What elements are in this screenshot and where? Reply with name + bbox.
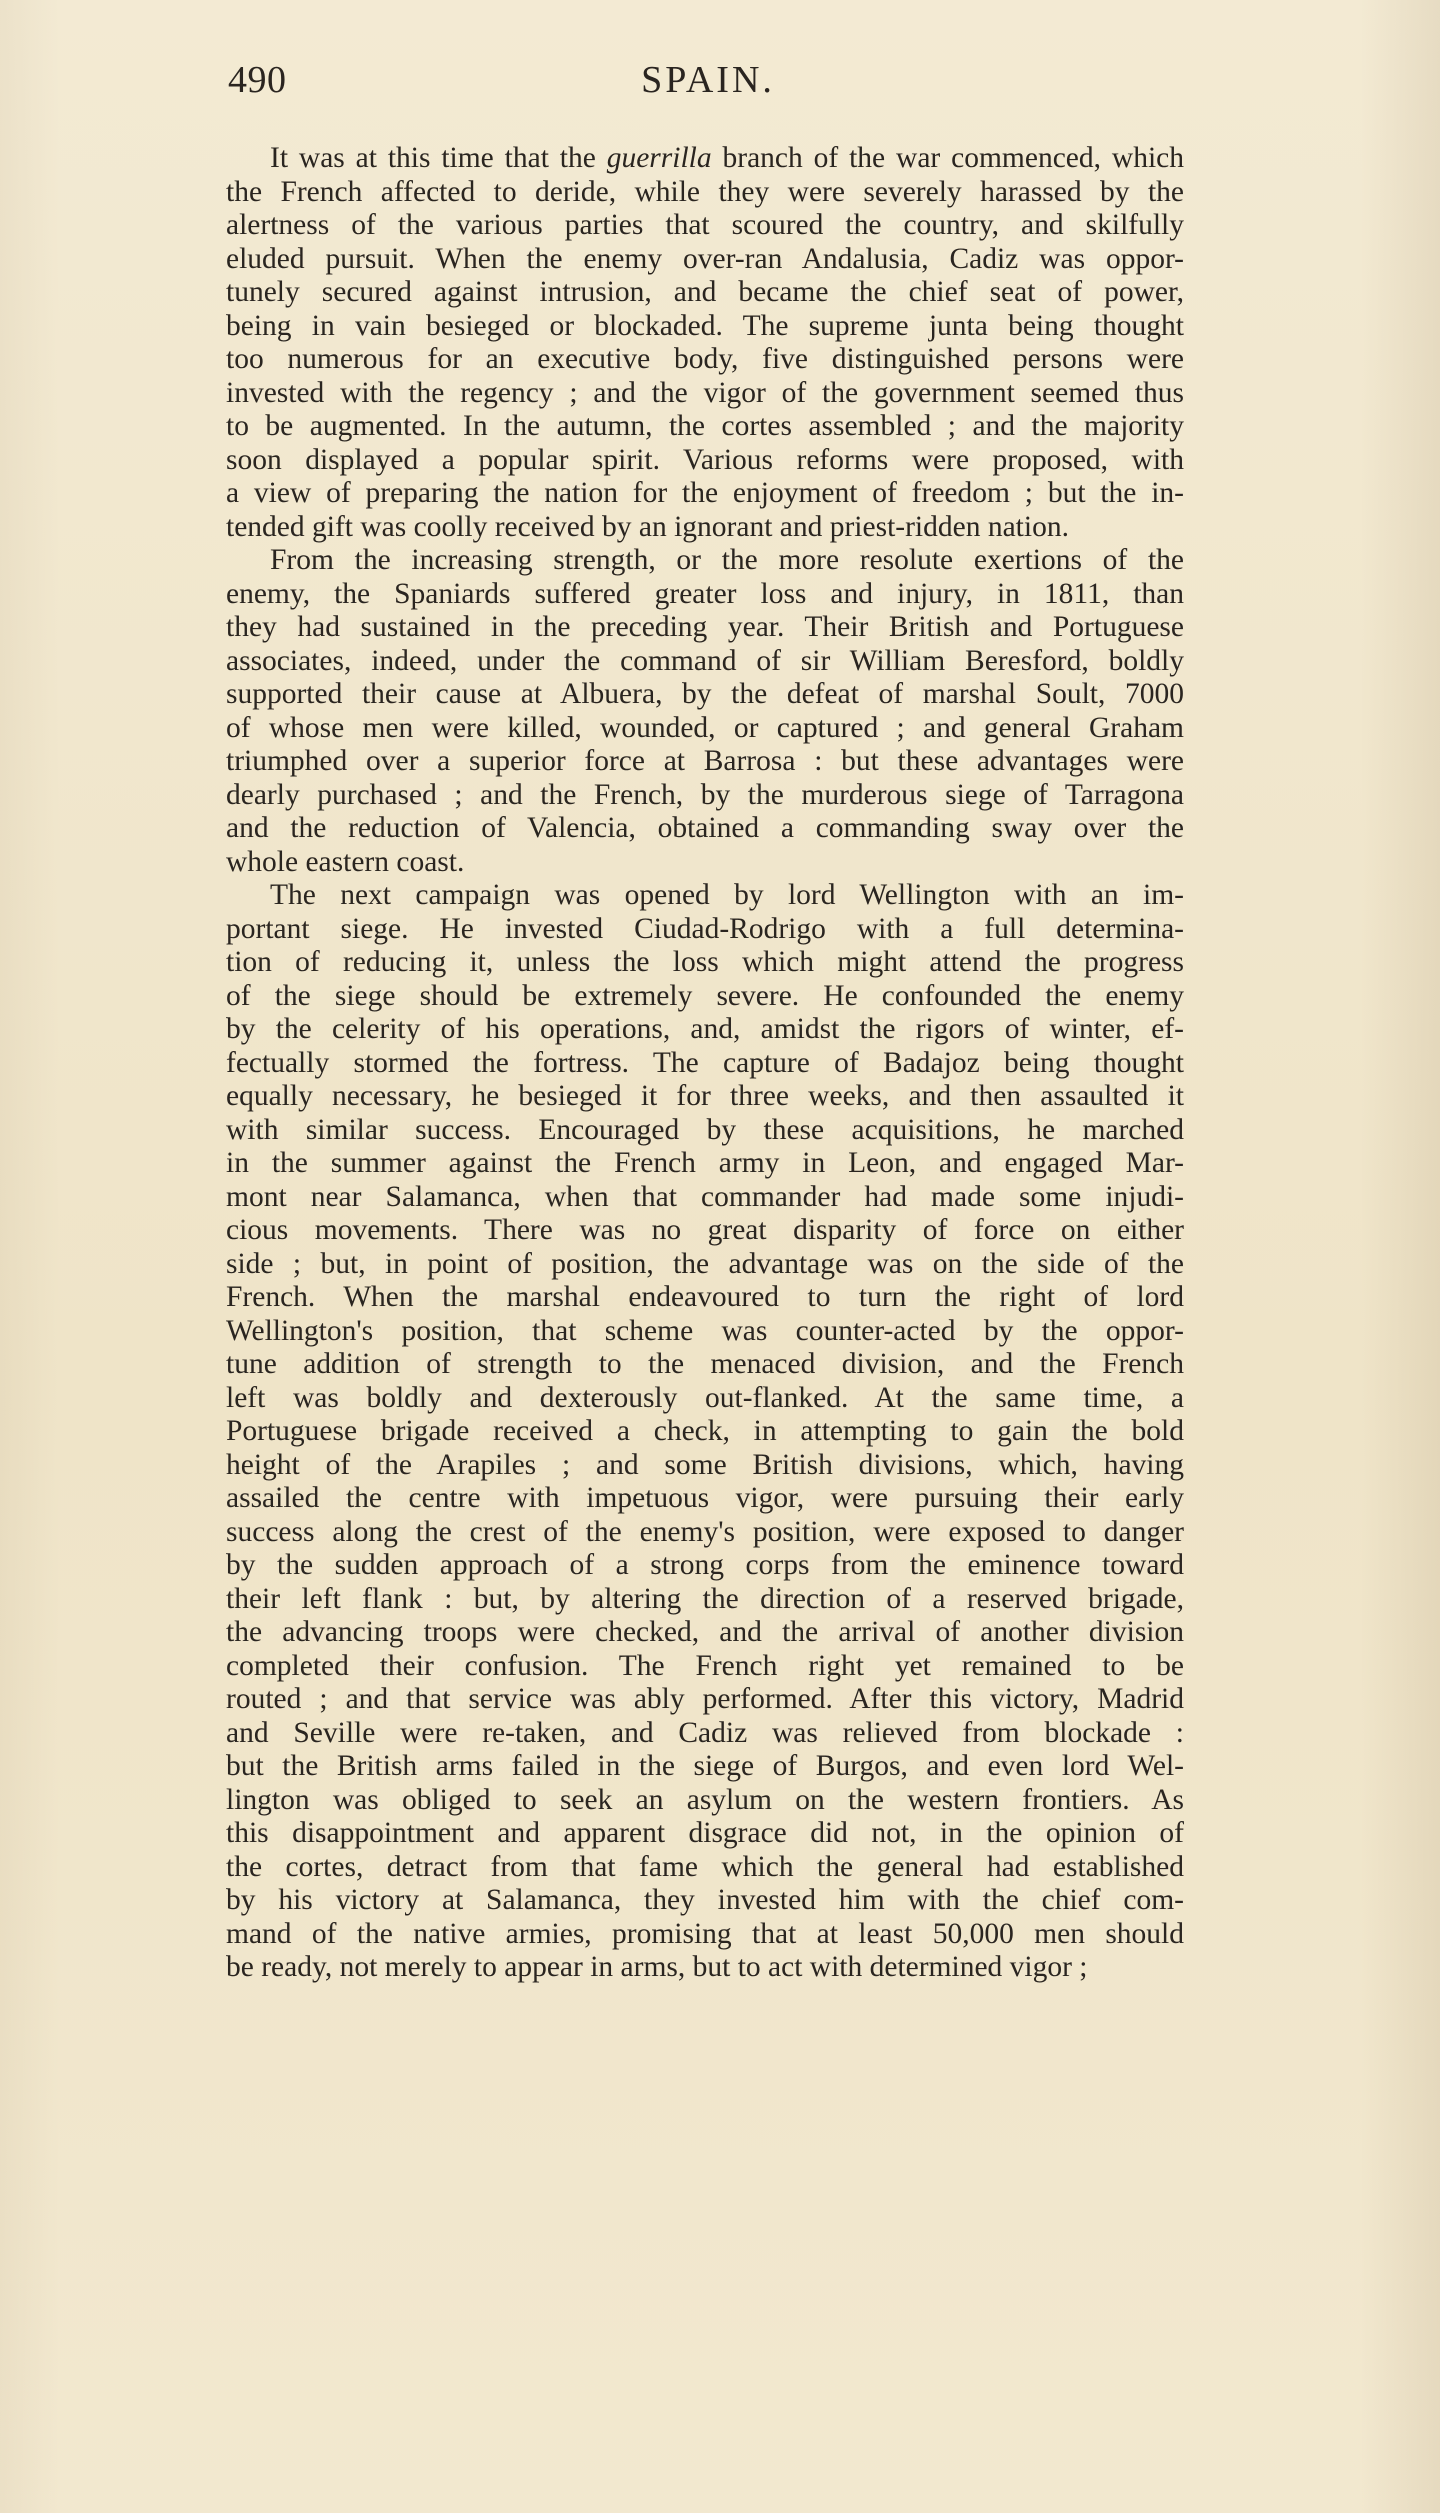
text-segment: tion of reducing it, unless the loss which might attend the progress <box>226 946 1184 978</box>
text-segment: The next campaign was opened by lord Wellington with an im- <box>270 879 1184 911</box>
text-segment: invested with the regency ; and the vigor of the government seemed thus <box>226 376 1184 409</box>
text-segment: Wellington's position, that scheme was counter-acted by the oppor- <box>226 1314 1184 1347</box>
text-segment: left was boldly and dexterously out-flanked. At the same time, a <box>226 1381 1184 1414</box>
text-line <box>226 1951 1184 1985</box>
text-line <box>226 1616 1184 1650</box>
text-line <box>226 1013 1184 1047</box>
text-segment: portant siege. He invested Ciudad-Rodrigo with a full determina- <box>226 912 1184 945</box>
text-segment: assailed the centre with impetuous vigor, were pursuing their early <box>226 1482 1184 1514</box>
text-line <box>226 913 1184 947</box>
text-line <box>226 209 1184 243</box>
text-segment: a view of preparing the nation for the enjoyment of freedom ; but the in- <box>226 477 1184 509</box>
text-line <box>226 1817 1184 1851</box>
text-segment: soon displayed a popular spirit. Various reforms were proposed, with <box>226 443 1184 476</box>
text-segment: tunely secured against intrusion, and became the chief seat of power, <box>226 276 1184 308</box>
text-line <box>226 1382 1184 1416</box>
text-segment: their left flank : but, by altering the direction of a reserved brigade, <box>226 1582 1184 1615</box>
text-line <box>226 1147 1184 1181</box>
text-line <box>226 1750 1184 1784</box>
text-line <box>226 276 1184 310</box>
text-segment: they had sustained in the preceding year. Their British and Portuguese <box>226 611 1184 643</box>
text-line <box>226 1516 1184 1550</box>
text-line <box>226 1449 1184 1483</box>
text-line <box>226 1784 1184 1818</box>
text-segment: whole eastern coast. <box>226 845 465 878</box>
text-segment: Portuguese brigade received a check, in attempting to gain the bold <box>226 1415 1184 1447</box>
text-segment: being in vain besieged or blockaded. The supreme junta being thought <box>226 309 1184 342</box>
text-line <box>226 444 1184 478</box>
text-segment: It was at this time that the <box>270 142 607 174</box>
text-line <box>226 1315 1184 1349</box>
text-segment: eluded pursuit. When the enemy over-ran Andalusia, Cadiz was oppor- <box>226 242 1184 275</box>
text-line <box>226 343 1184 377</box>
text-line <box>226 578 1184 612</box>
text-segment: branch of the war commenced, which <box>711 142 1184 174</box>
text-line <box>226 477 1184 511</box>
text-segment: to be augmented. In the autumn, the cortes assembled ; and the majority <box>226 410 1184 442</box>
page-header <box>228 58 1188 102</box>
text-line <box>226 1851 1184 1885</box>
text-line <box>226 1884 1184 1918</box>
text-line <box>226 1080 1184 1114</box>
text-segment: tended gift was coolly received by an ignorant and priest-ridden nation. <box>226 510 1069 543</box>
running-head: SPAIN. <box>641 59 775 101</box>
text-segment: the French affected to deride, while they were severely harassed by the <box>226 175 1184 208</box>
text-line <box>226 1214 1184 1248</box>
text-segment: but the British arms failed in the siege of Burgos, and even lord Wel- <box>226 1750 1184 1782</box>
text-segment: routed ; and that service was ably performed. After this victory, Madrid <box>226 1683 1184 1715</box>
text-line <box>226 712 1184 746</box>
text-line <box>226 243 1184 277</box>
text-line <box>226 1281 1184 1315</box>
text-line <box>226 1583 1184 1617</box>
text-line <box>226 779 1184 813</box>
text-segment: mand of the native armies, promising that at least 50,000 men should <box>226 1917 1184 1950</box>
italic-term: guerrilla <box>606 142 712 174</box>
text-segment: be ready, not merely to appear in arms, but to act with determined vigor ; <box>226 1951 1088 1983</box>
text-segment: the advancing troops were checked, and the arrival of another division <box>226 1616 1184 1648</box>
text-line <box>226 846 1184 880</box>
text-segment: associates, indeed, under the command of sir William Beresford, boldly <box>226 644 1184 677</box>
text-segment: too numerous for an executive body, five distinguished persons were <box>226 343 1184 375</box>
text-segment: cious movements. There was no great disparity of force on either <box>226 1214 1184 1246</box>
text-line <box>226 1650 1184 1684</box>
text-line <box>226 745 1184 779</box>
text-segment: French. When the marshal endeavoured to turn the right of lord <box>226 1281 1184 1313</box>
text-segment: triumphed over a superior force at Barrosa : but these advantages were <box>226 745 1184 777</box>
text-segment: and the reduction of Valencia, obtained a commanding sway over the <box>226 812 1184 844</box>
text-segment: tune addition of strength to the menaced division, and the French <box>226 1348 1184 1380</box>
text-line <box>226 1717 1184 1751</box>
text-line <box>226 377 1184 411</box>
text-segment: success along the crest of the enemy's position, were exposed to danger <box>226 1515 1184 1548</box>
text-segment: mont near Salamanca, when that commander had made some injudi- <box>226 1180 1184 1213</box>
text-segment: supported their cause at Albuera, by the defeat of marshal Soult, 7000 <box>226 678 1184 710</box>
text-line <box>226 142 1184 176</box>
text-segment: by the celerity of his operations, and, amidst the rigors of winter, ef- <box>226 1013 1184 1045</box>
text-line <box>226 678 1184 712</box>
text-line <box>226 879 1184 913</box>
text-line <box>226 511 1184 545</box>
text-line <box>226 1918 1184 1952</box>
text-line <box>226 1248 1184 1282</box>
text-line <box>226 1181 1184 1215</box>
page-number: 490 <box>228 59 287 101</box>
text-line <box>226 1415 1184 1449</box>
text-line <box>226 1549 1184 1583</box>
text-line <box>226 410 1184 444</box>
text-segment: lington was obliged to seek an asylum on the western frontiers. As <box>226 1783 1184 1816</box>
text-segment: From the increasing strength, or the more resolute exertions of the <box>270 544 1184 576</box>
text-line <box>226 1114 1184 1148</box>
text-line <box>226 310 1184 344</box>
text-segment: by the sudden approach of a strong corps from the eminence toward <box>226 1549 1184 1581</box>
text-segment: and Seville were re-taken, and Cadiz was relieved from blockade : <box>226 1716 1184 1749</box>
text-line <box>226 946 1184 980</box>
text-segment: alertness of the various parties that scoured the country, and skilfully <box>226 209 1184 241</box>
text-segment: enemy, the Spaniards suffered greater loss and injury, in 1811, than <box>226 577 1184 610</box>
text-line <box>226 812 1184 846</box>
text-line <box>226 1683 1184 1717</box>
text-segment: with similar success. Encouraged by these acquisitions, he marched <box>226 1113 1184 1146</box>
text-segment: height of the Arapiles ; and some British divisions, which, having <box>226 1448 1184 1481</box>
text-segment: the cortes, detract from that fame which the general had established <box>226 1850 1184 1883</box>
text-segment: this disappointment and apparent disgrace did not, in the opinion of <box>226 1817 1184 1849</box>
text-line <box>226 544 1184 578</box>
text-segment: dearly purchased ; and the French, by the murderous siege of Tarragona <box>226 778 1184 811</box>
text-segment: side ; but, in point of position, the advantage was on the side of the <box>226 1247 1184 1280</box>
text-segment: equally necessary, he besieged it for three weeks, and then assaulted it <box>226 1080 1184 1112</box>
text-segment: by his victory at Salamanca, they invested him with the chief com- <box>226 1884 1184 1916</box>
text-line <box>226 645 1184 679</box>
text-line <box>226 980 1184 1014</box>
body-text <box>226 142 1184 1985</box>
text-segment: completed their confusion. The French right yet remained to be <box>226 1649 1184 1682</box>
text-segment: of whose men were killed, wounded, or captured ; and general Graham <box>226 711 1184 744</box>
text-segment: of the siege should be extremely severe. He confounded the enemy <box>226 979 1184 1012</box>
text-segment: fectually stormed the fortress. The capture of Badajoz being thought <box>226 1046 1184 1079</box>
text-line <box>226 1348 1184 1382</box>
text-line <box>226 1482 1184 1516</box>
text-line <box>226 1047 1184 1081</box>
text-line <box>226 611 1184 645</box>
text-line <box>226 176 1184 210</box>
text-segment: in the summer against the French army in Leon, and engaged Mar- <box>226 1147 1184 1179</box>
